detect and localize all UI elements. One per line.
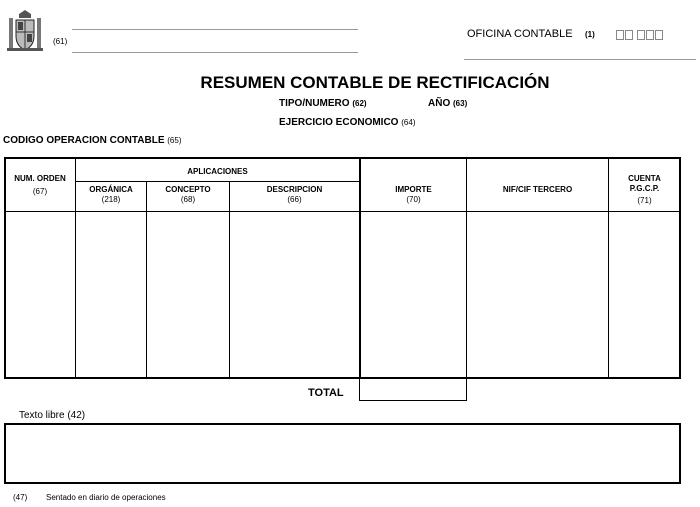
code-box: [655, 30, 663, 40]
th-cuenta: CUENTA P.G.C.P. (71): [628, 174, 661, 205]
tipo-numero-label: TIPO/NUMERO (62): [279, 98, 367, 109]
code-box: [646, 30, 654, 40]
office-label: OFICINA CONTABLE: [467, 28, 573, 40]
header-line-2: [72, 52, 358, 53]
header-line-1: [72, 29, 358, 30]
total-label: TOTAL: [308, 387, 344, 399]
th-importe: IMPORTE (70): [395, 185, 432, 204]
coat-of-arms-icon: [5, 10, 45, 54]
col-divider: [146, 181, 147, 378]
codigo-operacion-label: CODIGO OPERACION CONTABLE (65): [3, 135, 182, 146]
th-nif-cif: NIF/CIF TERCERO: [502, 185, 573, 194]
code-box: [625, 30, 633, 40]
office-underline: [464, 59, 696, 60]
th-num-orden: NUM. ORDEN (67): [14, 174, 66, 196]
office-code-field[interactable]: [616, 27, 664, 45]
th-descripcion: DESCRIPCION (66): [266, 185, 323, 204]
aplicaciones-underline: [76, 181, 360, 182]
total-field[interactable]: [359, 378, 467, 401]
th-organica: ORGÁNICA (218): [89, 185, 133, 204]
ejercicio-label: EJERCICIO ECONOMICO (64): [279, 117, 416, 128]
code-box: [637, 30, 645, 40]
anio-label: AÑO (63): [428, 98, 468, 109]
col-divider: [229, 181, 230, 378]
ref-61: (61): [53, 37, 68, 46]
header-bottom-line: [5, 211, 680, 212]
footer-text: Sentado en diario de operaciones: [46, 493, 166, 502]
footer-ref: (47): [13, 493, 28, 502]
office-ref: (1): [585, 30, 595, 39]
th-aplicaciones: APLICACIONES: [187, 167, 248, 176]
page-title: RESUMEN CONTABLE DE RECTIFICACIÓN: [200, 73, 550, 92]
texto-libre-label: Texto libre (42): [19, 410, 86, 421]
code-box: [616, 30, 624, 40]
th-concepto: CONCEPTO (68): [165, 185, 211, 204]
texto-libre-field[interactable]: [4, 423, 681, 484]
